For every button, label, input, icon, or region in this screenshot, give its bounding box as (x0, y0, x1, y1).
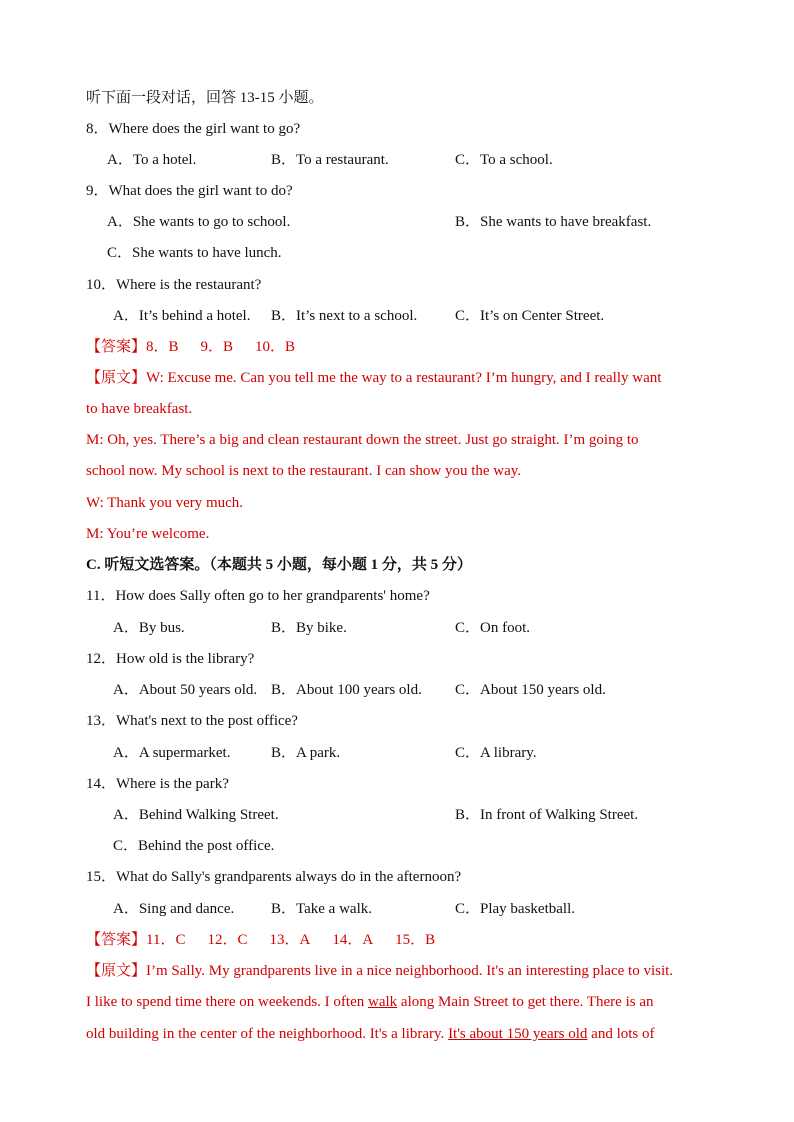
script-2-text-2b: along Main Street to get there. There is an (397, 994, 654, 1010)
answer-tag: 【答案】 (86, 932, 147, 948)
script-1-line-1 (86, 369, 661, 387)
script-2-text-1: I’m Sally. My grandparents live in a nice neighborhood. It's an interesting place to visit. (146, 963, 674, 979)
question-11-option-c: C．On foot. (455, 620, 531, 636)
question-15-option-c: C．Play basketball. (455, 901, 575, 917)
script-2-text-3b: and lots of (587, 1026, 655, 1042)
question-13-option-b: B．A park. (271, 745, 341, 761)
question-12-option-b: B．About 100 years old. (271, 682, 422, 698)
question-15-option-a: A．Sing and dance. (113, 901, 235, 917)
script-2-line-1 (86, 962, 673, 980)
question-13-option-a: A．A supermarket. (113, 745, 231, 761)
question-10-option-b: B．It’s next to a school. (271, 308, 418, 324)
question-8-option-b: B．To a restaurant. (271, 152, 389, 168)
script-tag: 【原文】 (86, 963, 147, 979)
question-14-option-a: A．Behind Walking Street. (113, 807, 279, 823)
question-10-stem: 10．Where is the restaurant? (86, 277, 262, 293)
question-11-option-a: A．By bus. (113, 620, 185, 636)
script-1-line-3: M: Oh, yes. There’s a big and clean restaurant down the street. Just go straight. I’m going to (86, 432, 639, 448)
underlined-walk: walk (368, 994, 398, 1010)
answer-9: 9．B (200, 339, 234, 355)
question-9-option-a: A．She wants to go to school. (107, 214, 291, 230)
script-1-text-1: W: Excuse me. Can you tell me the way to a restaurant? I’m hungry, and I really want (146, 370, 662, 386)
answer-tag: 【答案】 (86, 339, 147, 355)
answer-key-2 (86, 931, 435, 949)
question-12-stem: 12．How old is the library? (86, 651, 255, 667)
answer-14: 14．A (332, 932, 374, 948)
section-intro: 听下面一段对话，回答 13-15 小题。 (86, 90, 324, 106)
script-1-line-2: to have breakfast. (86, 401, 193, 417)
section-c-heading: C. 听短文选答案。（本题共 5 小题，每小题 1 分，共 5 分） (86, 557, 472, 573)
answer-15: 15．B (395, 932, 436, 948)
script-1-line-6: M: You’re welcome. (86, 526, 210, 542)
question-8-stem: 8．Where does the girl want to go? (86, 121, 301, 137)
question-10-option-c: C．It’s on Center Street. (455, 308, 605, 324)
question-14-option-c: C．Behind the post office. (113, 838, 275, 854)
answer-12: 12．C (207, 932, 248, 948)
script-2-line-3 (86, 1025, 654, 1043)
question-9-stem: 9．What does the girl want to do? (86, 183, 293, 199)
question-13-option-c: C．A library. (455, 745, 537, 761)
question-9-option-c: C．She wants to have lunch. (107, 245, 282, 261)
question-12-option-a: A．About 50 years old. (113, 682, 258, 698)
answer-13: 13．A (269, 932, 311, 948)
question-15-stem: 15．What do Sally's grandparents always do in the afternoon? (86, 869, 462, 885)
answer-8: 8．B (146, 339, 179, 355)
script-tag: 【原文】 (86, 370, 147, 386)
question-9-option-b: B．She wants to have breakfast. (455, 214, 652, 230)
question-14-stem: 14．Where is the park? (86, 776, 229, 792)
question-11-option-b: B．By bike. (271, 620, 347, 636)
question-15-option-b: B．Take a walk. (271, 901, 373, 917)
script-2-text-3a: old building in the center of the neighborhood. It's a library. (86, 1026, 449, 1042)
question-10-option-a: A．It’s behind a hotel. (113, 308, 251, 324)
question-14-option-b: B．In front of Walking Street. (455, 807, 639, 823)
script-2-line-2 (86, 993, 653, 1011)
script-1-line-5: W: Thank you very much. (86, 495, 244, 511)
question-12-option-c: C．About 150 years old. (455, 682, 606, 698)
answer-10: 10．B (255, 339, 296, 355)
question-11-stem: 11．How does Sally often go to her grandparents' home? (86, 588, 430, 604)
answer-key-1 (86, 338, 295, 356)
answer-11: 11．C (146, 932, 186, 948)
underlined-age: It's about 150 years old (448, 1026, 588, 1042)
script-1-line-4: school now. My school is next to the restaurant. I can show you the way. (86, 463, 522, 479)
question-8-option-a: A．To a hotel. (107, 152, 197, 168)
question-13-stem: 13．What's next to the post office? (86, 713, 298, 729)
question-8-option-c: C．To a school. (455, 152, 553, 168)
script-2-text-2a: I like to spend time there on weekends. I often (86, 994, 368, 1010)
